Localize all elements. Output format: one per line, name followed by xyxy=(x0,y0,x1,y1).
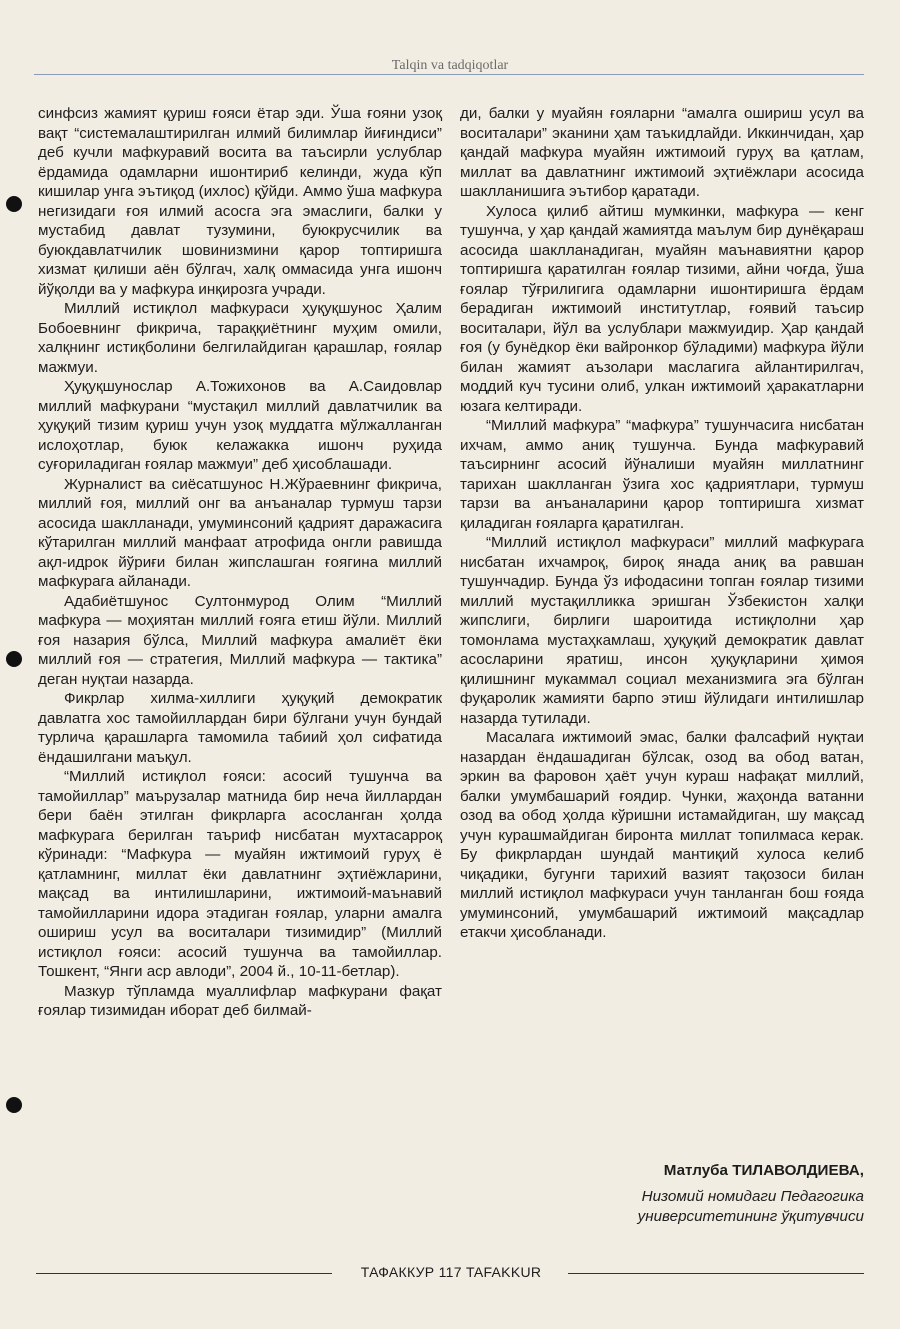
footer-page-label: ТАФАККУР 117 TAFAKKUR xyxy=(360,1264,542,1280)
punch-hole xyxy=(6,196,22,212)
author-affiliation xyxy=(460,1187,864,1227)
header-rule xyxy=(34,74,864,75)
author-name: Матлуба ТИЛАВОЛДИЕВА, xyxy=(663,1162,864,1179)
footer-rule xyxy=(568,1273,864,1274)
paragraph: Хулоса қилиб айтиш мумкинки, мафкура — кенг тушунча, у ҳар қандай жамиятда маълум бир дунёқараш асосида шаклланадиган, муайян маънавиятни қарор топтиришга қаратилган ғоялар тизими, айни чоғда, ўша ғоялар тўғрилигига одамларни ишонтиришга ёрдам берадиган ижтимоий институтлар, ғоявий таъсир воситалари, йўл ва услублари мажмуидир. Ҳар қандай ғоя (у бунёдкор ёки вайронкор бўладими) мафкура йўли билан жамият аъзолари маслагига айлантирилгач, моддий куч тусини олиб, улкан ижтимоий ҳаракатларни юзага келтиради. xyxy=(460,202,864,415)
paragraph: Фикрлар хилма-хиллиги ҳуқуқий демократик давлатга хос тамойиллардан бири бўлгани учун бундай турлича қарашларга тамомила табиий ҳол сифатида ёндашилгани маъқул. xyxy=(38,690,442,766)
left-text-column xyxy=(38,104,442,1021)
affiliation-line: Низомий номидаги Педагогика xyxy=(641,1188,864,1205)
right-text-column xyxy=(460,104,864,943)
punch-hole xyxy=(6,651,22,667)
paragraph: Ҳуқуқшунослар А.Тожихонов ва А.Саидовлар миллий мафкурани “мустақил миллий давлатчилик ва ҳуқуқий тизим қуриш учун узоқ муддатга мўлжалланган ислоҳотлар, буюк келажакка ишонч руҳида суғориладиган ғоялар мажмуи” деб ҳисоблашади. xyxy=(38,378,442,473)
paragraph: ди, балки у муайян ғояларни “амалга ошириш усул ва воситалари” эканини ҳам таъкидлайди. Иккинчидан, ҳар қандай мафкура муайян ижтимоий гуруҳ ва қатлам, миллат ва давлатнинг ижтимоий эҳтиёжлари асосида шаклланишига эътибор қаратади. xyxy=(460,105,864,200)
paragraph: “Миллий истиқлол ғояси: асосий тушунча ва тамойиллар” маърузалар матнида бир неча йиллардан бери баён этилган фикрларга асосланган ҳолда мафкурага берилган таъриф нисбатан мухтасарроқ кўринади: “Мафкура — муайян ижтимоий гуруҳ ё қатламнинг, миллат ёки давлатнинг эҳтиёжларини, мақсад ва интилишларини, ижтимоий-маънавий тамойилларини идора этадиган ғоялар, уларни амалга ошириш усул ва воситалари тизимидир” (Миллий истиқлол ғояси: асосий тушунча ва тамойиллар. Тошкент, “Янги аср авлоди”, 2004 й., 10-11-бетлар). xyxy=(38,768,442,980)
paragraph: Журналист ва сиёсатшунос Н.Жўраевнинг фикрича, миллий ғоя, миллий онг ва анъаналар турмуш тарзи асосида шаклланади, умуминсоний қадрият даражасига кўтарилган миллий манфаат атрофида онгли равишда ақл-идрок йўриғи билан жипслашган ғоягина миллий мафкурага айланади. xyxy=(38,475,442,590)
paragraph: Миллий истиқлол мафкураси ҳуқуқшунос Ҳалим Бобоевнинг фикрича, тараққиётнинг муҳим омили, халқнинг истиқболини белгилайдиган қарашлар, ғоялар мажмуи. xyxy=(38,300,442,376)
affiliation-line: университетининг ўқитувчиси xyxy=(637,1208,864,1225)
paragraph: “Миллий истиқлол мафкураси” миллий мафкурага нисбатан ихчамроқ, бироқ янада аниқ ва равшан тушунчадир. Бунда ўз ифодасини топган ғоялар тизими миллий мустақилликка эришган Ўзбекистон халқи жипслиги, бирлиги шароитида истиқлолни ҳар томонлама мустаҳкамлаш, ҳуқуқий демократик давлат асосларини яратиш, инсон ҳуқуқларини ҳимоя қилишнинг мукаммал социал механизмига эга бўлган фуқаролик жамияти барпо этиш йўлидаги интилишлар назарда тутилади. xyxy=(460,534,864,727)
punch-hole xyxy=(6,1097,22,1113)
paragraph: Мазкур тўпламда муаллифлар мафкурани фақат ғоялар тизимидан иборат деб билмай- xyxy=(38,982,442,1019)
running-header: Talqin va tadqiqotlar xyxy=(391,58,509,73)
footer-rule xyxy=(36,1273,332,1274)
paragraph: синфсиз жамият қуриш ғояси ётар эди. Ўша ғояни узоқ вақт “системалаштирилган илмий билимлар йиғиндиси” деб кучли мафкуравий восита ва таъсирли услублар ёрдамида одамларни ишонтириб келинди, жуда кўп кишилар унга эътиқод (ихлос) қўйди. Аммо ўша мафкура негизидаги ғоя илмий асосга эга эмаслиги, балки у мустабид давлат тузумини, буюкрусчилик ва буюкдавлатчилик шовинизмини қарор топтиришга хизмат қилиши аён бўлгач, халқ оммасида унга ишонч йўқолди ва у мафкура инқирозга учради. xyxy=(38,105,442,298)
paragraph: “Миллий мафкура” “мафкура” тушунчасига нисбатан ихчам, аммо аниқ тушунча. Бунда мафкуравий таъсирнинг асосий йўналиши муайян миллатнинг тарихан шаклланган ўзига хос қадриятлари, турмуш тарзи ва анъаналарини қарор топтиришга хизмат қиладиган ғояларга қаратилган. xyxy=(460,417,864,532)
paragraph: Адабиётшунос Султонмурод Олим “Миллий мафкура — моҳиятан миллий ғояга етиш йўли. Миллий ғоя назария бўлса, Миллий мафкура амалиёт ёки миллий ғоя — стратегия, Миллий мафкура — тактика” деган нуқтаи назарда. xyxy=(38,592,442,688)
paragraph: Масалага ижтимоий эмас, балки фалсафий нуқтаи назардан ёндашадиган бўлсак, озод ва обод ватан, эркин ва фаровон ҳаёт учун кураш нафақат миллий, балки умумбашарий ғоядир. Чунки, жаҳонда ватанни озод ва обод ҳолда кўришни истамайдиган, шу мақсад учун курашмайдиган биронта миллат топилмаса керак. Бу фикрлардан шундай мантиқий хулоса келиб чиқадики, бугунги тарихий вазият тақозоси билан миллий истиқлол мафкураси учун танланган бош ғояда умуминсоний, умумбашарий ижтимоий мақсадлар етакчи ҳисобланади. xyxy=(460,729,864,941)
